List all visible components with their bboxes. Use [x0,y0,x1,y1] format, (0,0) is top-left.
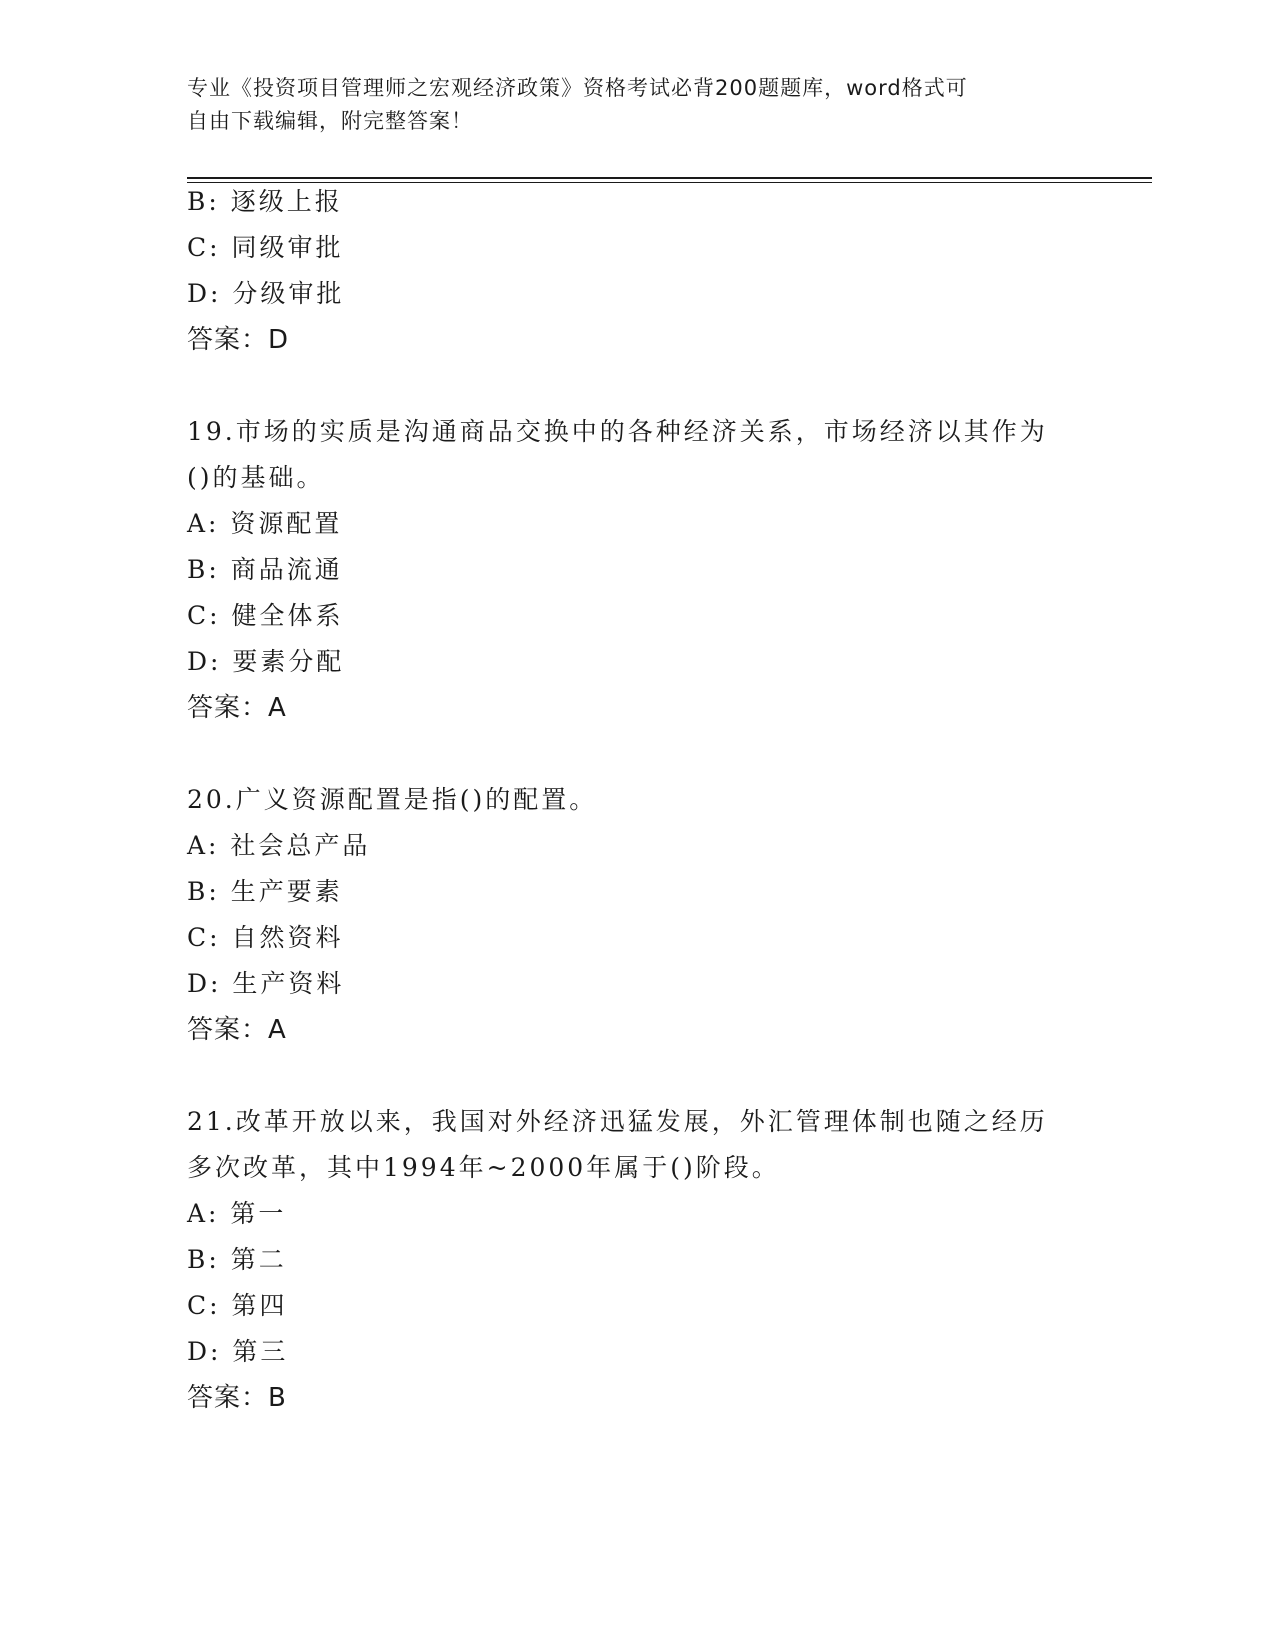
header-title-line-2: 自由下载编辑，附完整答案！ [187,109,473,133]
option-c: C: 健全体系 [187,601,344,630]
question-20 [187,777,1087,1053]
spacer [187,363,1087,409]
question-text-continued: ()的基础。 [187,463,325,492]
option-a: A: 第一 [187,1199,287,1228]
spacer [187,731,1087,777]
option-b: B: 第二 [187,1245,287,1274]
header-title-line-1: 专业《投资项目管理师之宏观经济政策》资格考试必背200题题库，word格式可 [187,76,968,100]
document-header [187,72,1067,138]
option-a: A: 资源配置 [187,509,343,538]
option-b: B: 逐级上报 [187,187,343,216]
option-c: C: 自然资料 [187,923,344,952]
question-21 [187,1099,1087,1421]
option-b: B: 生产要素 [187,877,343,906]
question-19 [187,409,1087,731]
question-18-continued [187,179,1087,363]
question-text: 21.改革开放以来，我国对外经济迅猛发展，外汇管理体制也随之经历 [187,1107,1048,1136]
option-d: D: 第三 [187,1337,289,1366]
option-c: C: 同级审批 [187,233,344,262]
question-text: 19.市场的实质是沟通商品交换中的各种经济关系，市场经济以其作为 [187,417,1048,446]
answer-label: 答案：A [187,693,287,723]
option-d: D: 生产资料 [187,969,345,998]
option-d: D: 分级审批 [187,279,345,308]
question-text: 20.广义资源配置是指()的配置。 [187,785,598,814]
answer-label: 答案：D [187,325,290,355]
option-d: D: 要素分配 [187,647,345,676]
option-b: B: 商品流通 [187,555,343,584]
question-text-continued: 多次改革，其中1994年~2000年属于()阶段。 [187,1153,780,1182]
spacer [187,1053,1087,1099]
answer-label: 答案：B [187,1383,287,1413]
option-c: C: 第四 [187,1291,288,1320]
option-a: A: 社会总产品 [187,831,371,860]
answer-label: 答案：A [187,1015,287,1045]
question-list [187,179,1087,1421]
